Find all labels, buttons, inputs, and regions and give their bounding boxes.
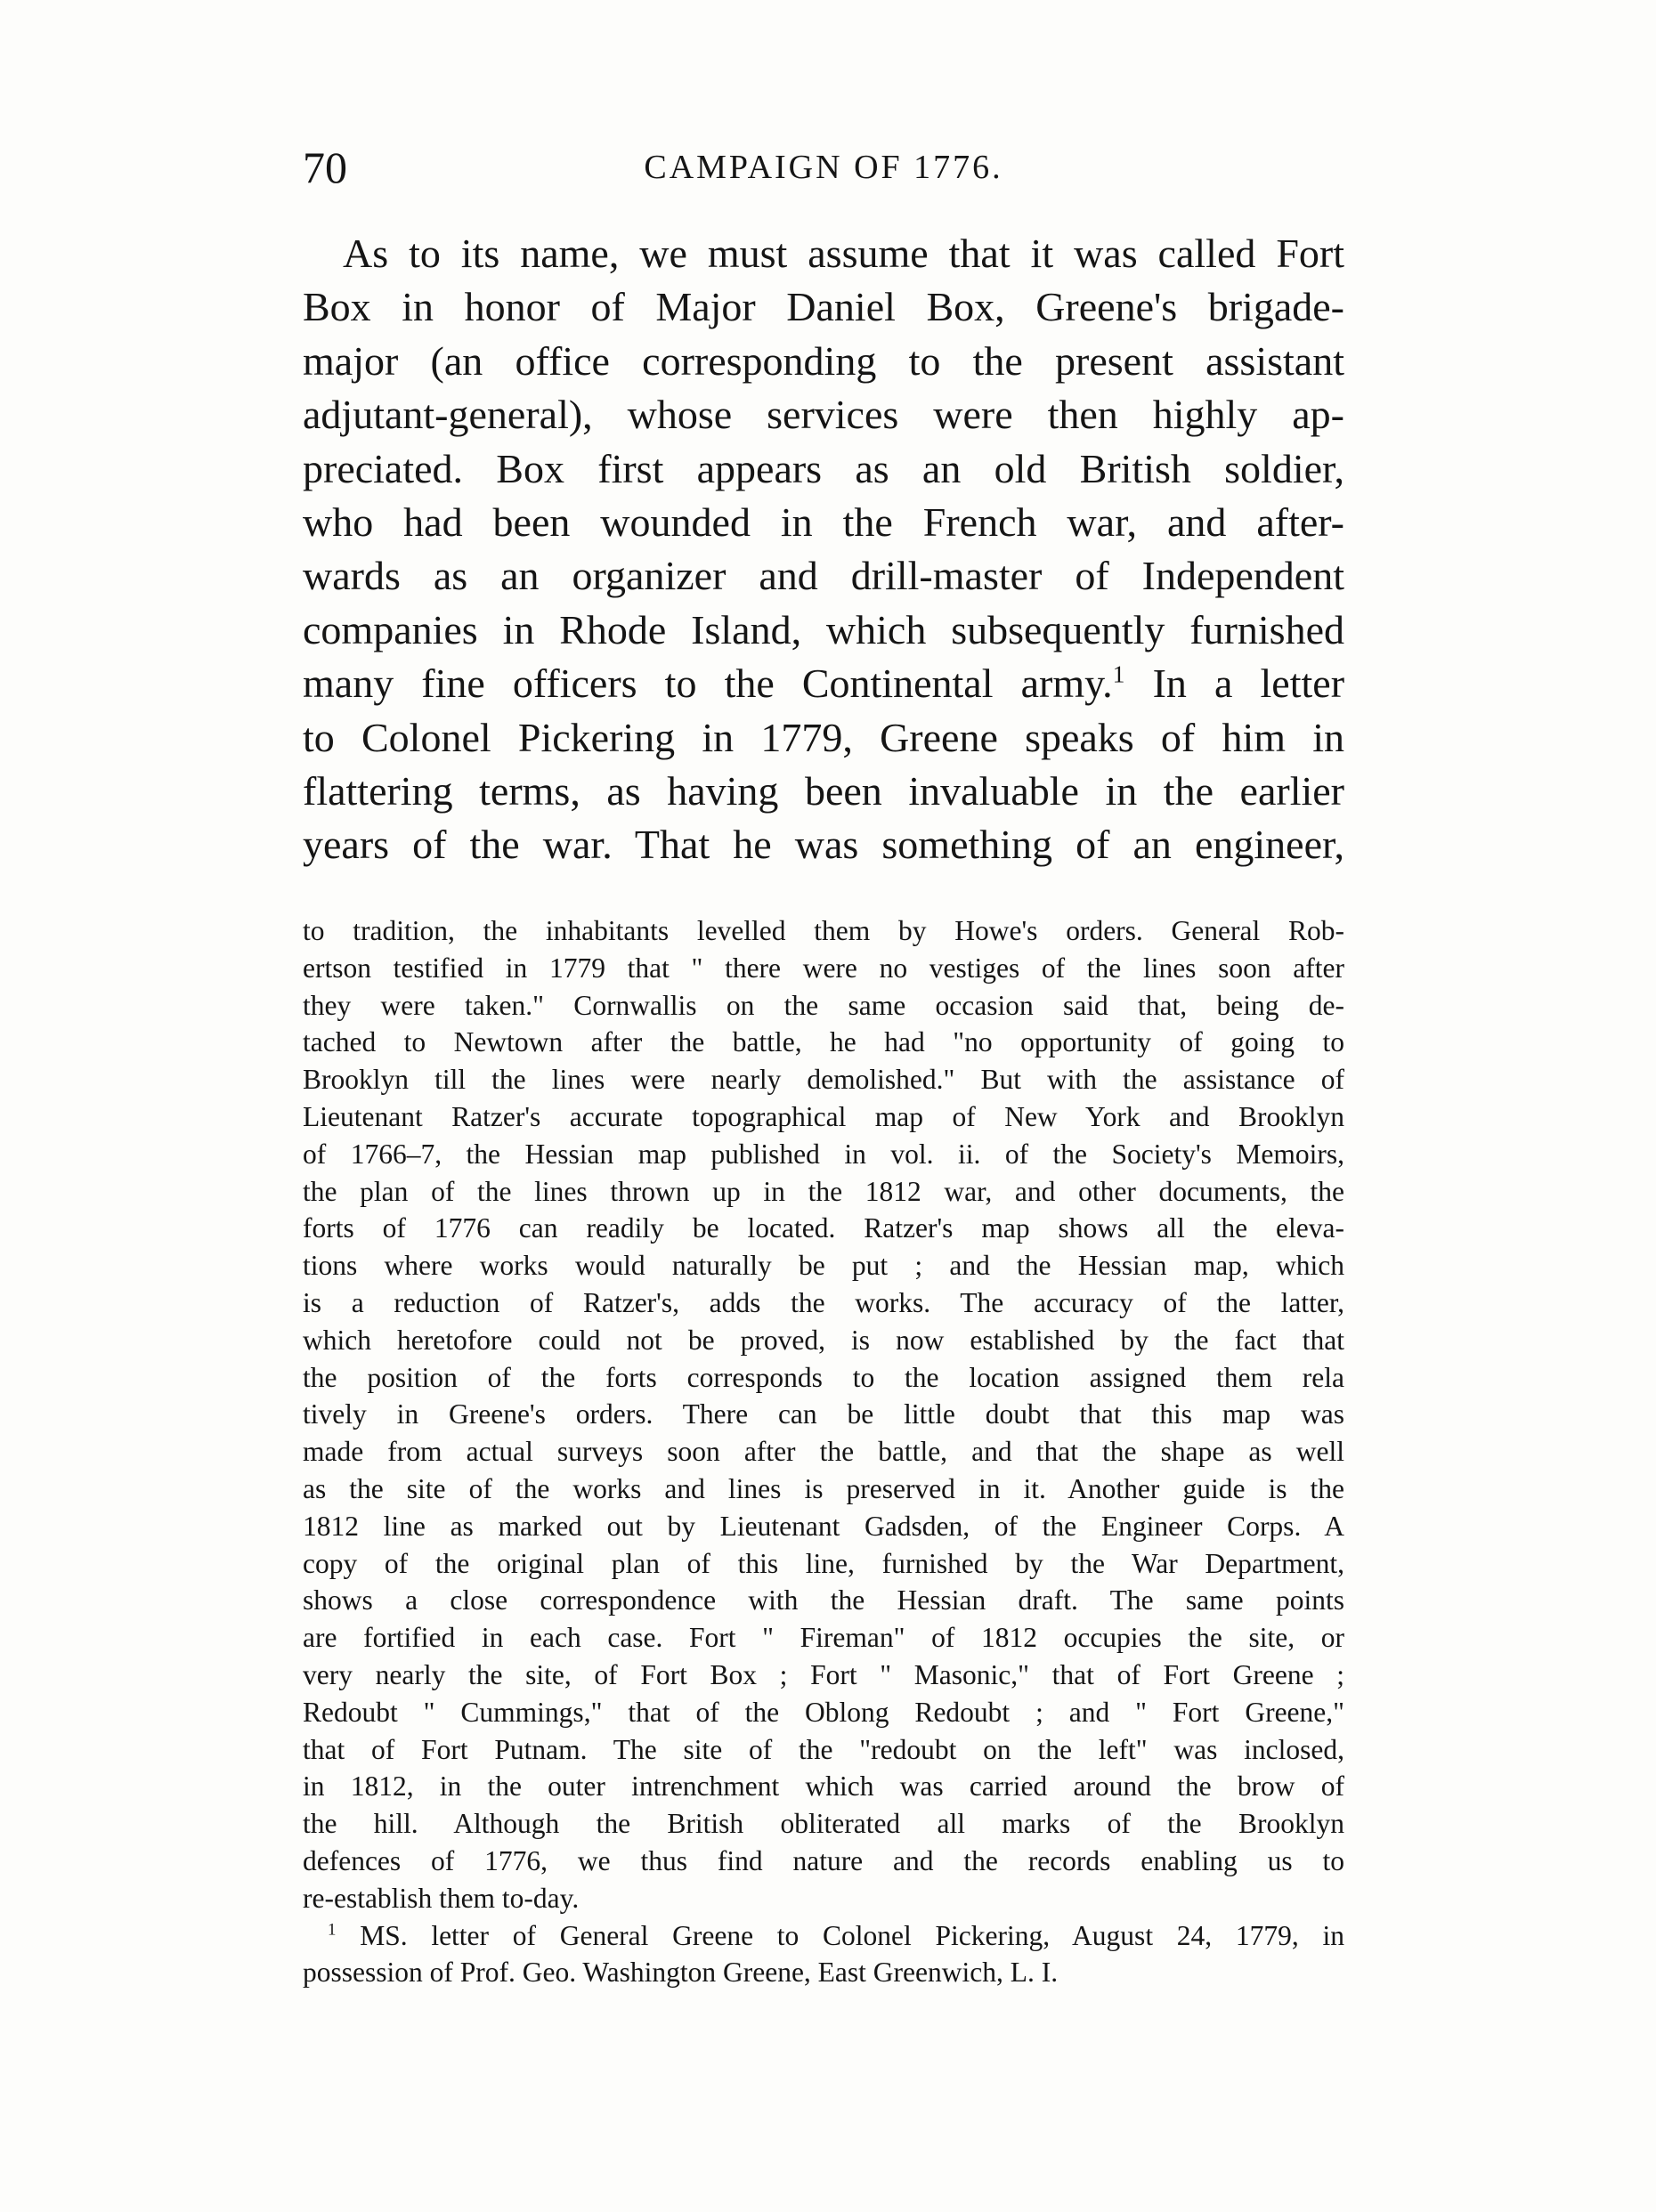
body-line-text: In a letter — [1152, 660, 1345, 707]
note-line: which heretofore could not be proved, is now established by the fact that — [303, 1324, 1344, 1356]
body-line: who had been wounded in the French war, and after- — [303, 498, 1344, 545]
body-line: years of the war. That he was something of an engineer, — [303, 822, 1344, 868]
body-line: wards as an organizer and drill-master of Independent — [303, 553, 1344, 599]
footnotes — [303, 912, 1344, 1991]
body-line-text: many fine officers to the Continental army. — [303, 660, 1113, 707]
note-line: very nearly the site, of Fort Box ; Fort " Masonic," that of Fort Greene ; — [303, 1658, 1344, 1690]
running-title: CAMPAIGN OF 1776. — [644, 149, 1003, 186]
note-line: that of Fort Putnam. The site of the "redoubt on the left" was inclosed, — [303, 1733, 1344, 1765]
running-head — [303, 141, 1344, 194]
note-line: defences of 1776, we thus find nature and the records enabling us to — [303, 1844, 1344, 1876]
note-line: re-establish them to-day. — [303, 1882, 580, 1914]
body-line: to Colonel Pickering in 1779, Greene speaks of him in — [303, 714, 1344, 760]
body-line: Box in honor of Major Daniel Box, Greene's brigade- — [303, 284, 1344, 330]
page-number: 70 — [303, 142, 347, 192]
note-line: the plan of the lines thrown up in the 1812 war, and other documents, the — [303, 1175, 1344, 1207]
note-line: of 1766–7, the Hessian map published in vol. ii. of the Society's Memoirs, — [303, 1138, 1344, 1170]
footnote-text: MS. letter of General Greene to Colonel Pickering, August 24, 1779, in — [360, 1919, 1344, 1951]
body-text — [303, 227, 1344, 872]
body-line: major (an office corresponding to the present assistant — [303, 337, 1344, 384]
footnote-reference: 1 — [1112, 660, 1125, 688]
note-line: as the site of the works and lines is preserved in it. Another guide is the — [303, 1472, 1344, 1504]
note-line: forts of 1776 can readily be located. Ratzer's map shows all the eleva- — [303, 1212, 1344, 1244]
note-line: tached to Newtown after the battle, he had "no opportunity of going to — [303, 1026, 1344, 1058]
note-line: tions where works would naturally be put ; and the Hessian map, which — [303, 1250, 1344, 1282]
note-line: is a reduction of Ratzer's, adds the works. The accuracy of the latter, — [303, 1286, 1344, 1318]
body-line — [303, 657, 1344, 710]
note-line: Redoubt " Cummings," that of the Oblong Redoubt ; and " Fort Greene," — [303, 1696, 1344, 1728]
body-line: As to its name, we must assume that it was called Fort — [343, 231, 1344, 276]
note-line: in 1812, in the outer intrenchment which was carried around the brow of — [303, 1770, 1344, 1803]
note-line: made from actual surveys soon after the battle, and that the shape as well — [303, 1436, 1344, 1468]
note-line: to tradition, the inhabitants levelled them by Howe's orders. General Rob- — [303, 915, 1344, 946]
footnote-line — [303, 1917, 1344, 1955]
body-line: flattering terms, as having been invaluable in the earlier — [303, 767, 1344, 814]
note-line: Brooklyn till the lines were nearly demolished." But with the assistance of — [303, 1064, 1344, 1096]
footnote-line: possession of Prof. Geo. Washington Greene, East Greenwich, L. I. — [303, 1957, 1059, 1989]
footnote-marker: 1 — [328, 1920, 337, 1940]
note-line: tively in Greene's orders. There can be little doubt that this map was — [303, 1398, 1344, 1430]
note-line: 1812 line as marked out by Lieutenant Gadsden, of the Engineer Corps. A — [303, 1510, 1344, 1542]
note-line: are fortified in each case. Fort " Fireman" of 1812 occupies the site, or — [303, 1622, 1344, 1654]
note-line: the position of the forts corresponds to the location assigned them rela — [303, 1361, 1344, 1393]
note-line: the hill. Although the British obliterated all marks of the Brooklyn — [303, 1808, 1344, 1840]
body-line: preciated. Box first appears as an old British soldier, — [303, 445, 1344, 491]
note-line: Lieutenant Ratzer's accurate topographical map of New York and Brooklyn — [303, 1100, 1344, 1132]
note-line: they were taken." Cornwallis on the same occasion said that, being de- — [303, 989, 1344, 1021]
body-line: adjutant-general), whose services were then highly ap- — [303, 392, 1344, 438]
note-line: shows a close correspondence with the Hessian draft. The same points — [303, 1584, 1344, 1616]
body-line: companies in Rhode Island, which subsequently furnished — [303, 606, 1344, 652]
note-line: ertson testified in 1779 that " there were no vestiges of the lines soon after — [303, 952, 1344, 984]
note-line: copy of the original plan of this line, furnished by the War Department, — [303, 1547, 1344, 1579]
